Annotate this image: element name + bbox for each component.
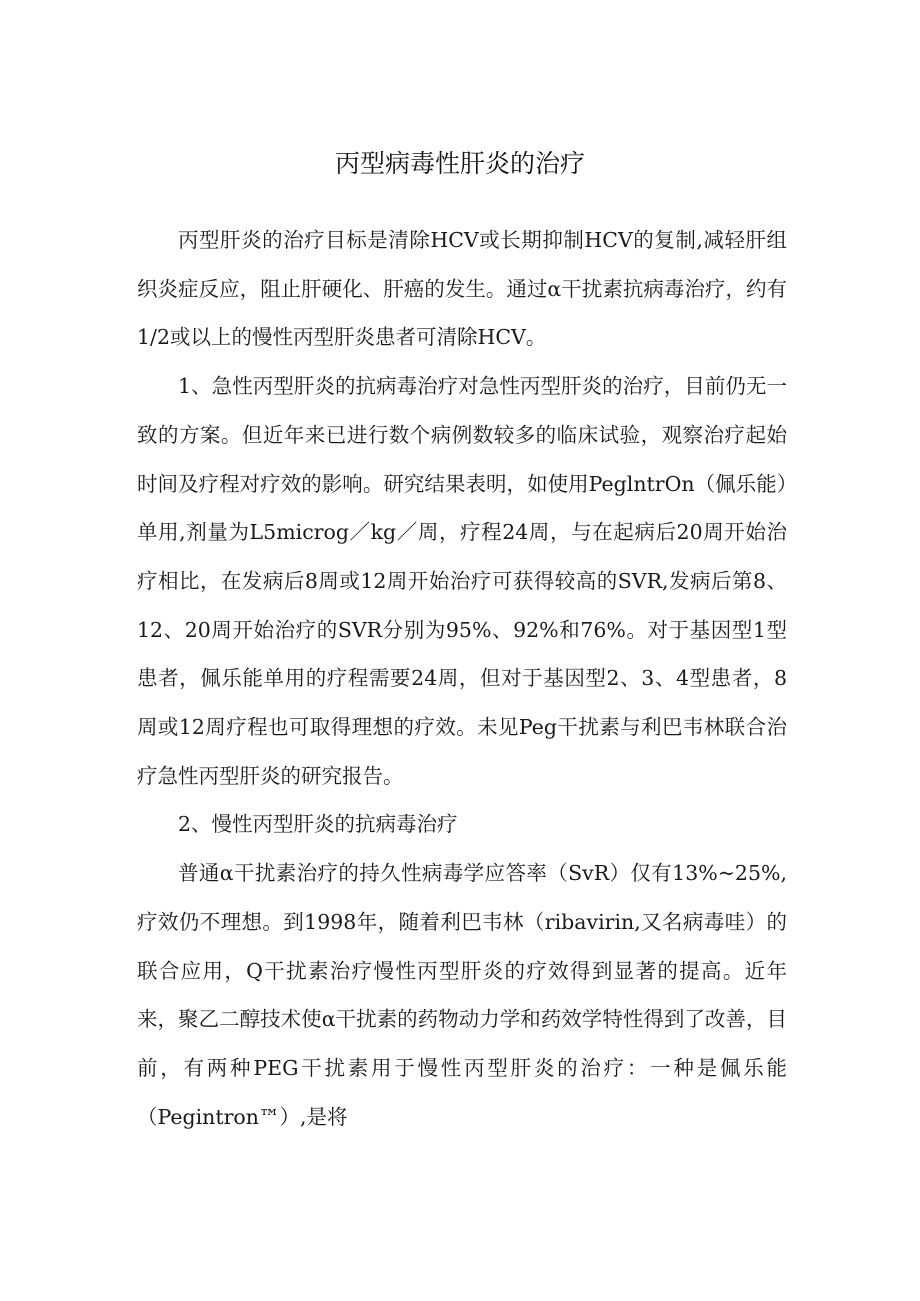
document-title: 丙型病毒性肝炎的治疗 (334, 149, 585, 178)
document-body (137, 216, 787, 1141)
paragraph-chronic-treatment: 普通α干扰素治疗的持久性病毒学应答率（SvR）仅有13%~25%,疗效仍不理想。到1998年，随着利巴韦林（ribavirin,又名病毒哇）的联合应用，Q干扰素治疗慢性丙型肝炎的疗效得到显著的提高。近年来，聚乙二醇技术使α干扰素的药物动力学和药效学特性得到了改善，目前，有两种PEG干扰素用于慢性丙型肝炎的治疗：一种是佩乐能（Pegintron™）,是将 (137, 861, 787, 1129)
section-heading-chronic: 2、慢性丙型肝炎的抗病毒治疗 (178, 812, 458, 837)
paragraph-intro: 丙型肝炎的治疗目标是清除HCV或长期抑制HCV的复制,减轻肝组织炎症反应，阻止肝硬化、肝癌的发生。通过α干扰素抗病毒治疗，约有1/2或以上的慢性丙型肝炎患者可清除HCV。 (137, 228, 787, 350)
paragraph-acute-treatment: 1、急性丙型肝炎的抗病毒治疗对急性丙型肝炎的治疗，目前仍无一致的方案。但近年来已进行数个病例数较多的临床试验，观察治疗起始时间及疗程对疗效的影响。研究结果表明，如使用PeglntrOn（佩乐能）单用,剂量为L5microg／kg／周，疗程24周，与在起病后20周开始治疗相比，在发病后8周或12周开始治疗可获得较高的SVR,发病后第8、12、20周开始治疗的SVR分别为95%、92%和76%。对于基因型1型患者，佩乐能单用的疗程需要24周，但对于基因型2、3、4型患者，8周或12周疗程也可取得理想的疗效。未见Peg干扰素与利巴韦林联合治疗急性丙型肝炎的研究报告。 (137, 374, 787, 788)
